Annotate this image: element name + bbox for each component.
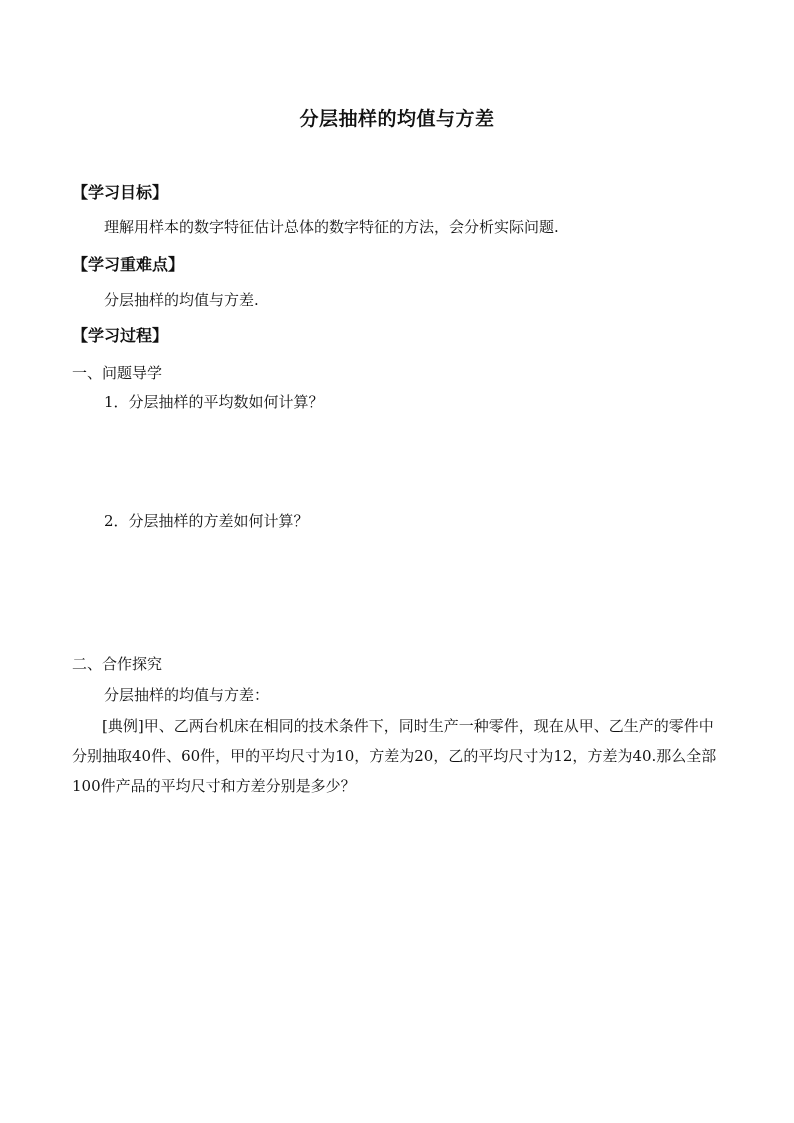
question-2: 2．分层抽样的方差如何计算？: [104, 512, 309, 530]
key-difficulty-heading: 【学习重难点】: [72, 255, 185, 274]
document-title: 分层抽样的均值与方差: [299, 108, 495, 130]
learning-goal-heading: 【学习目标】: [72, 183, 169, 202]
learning-goal-text: 理解用样本的数字特征估计总体的数字特征的方法，会分析实际问题.: [104, 218, 559, 236]
part2-heading: 二、合作探究: [72, 655, 163, 673]
part2-intro: 分层抽样的均值与方差：: [104, 686, 270, 704]
part1-heading: 一、问题导学: [72, 364, 163, 382]
key-difficulty-text: 分层抽样的均值与方差.: [104, 291, 259, 309]
question-1: 1．分层抽样的平均数如何计算？: [104, 393, 324, 411]
example-problem: [典例]甲、乙两台机床在相同的技术条件下，同时生产一种零件，现在从甲、乙生产的零件中分别抽取40件、60件，甲的平均尺寸为10，方差为20，乙的平均尺寸为12，方差为40.那么全部100件产品的平均尺寸和方差分别是多少？: [72, 717, 717, 795]
learning-process-heading: 【学习过程】: [72, 326, 169, 345]
